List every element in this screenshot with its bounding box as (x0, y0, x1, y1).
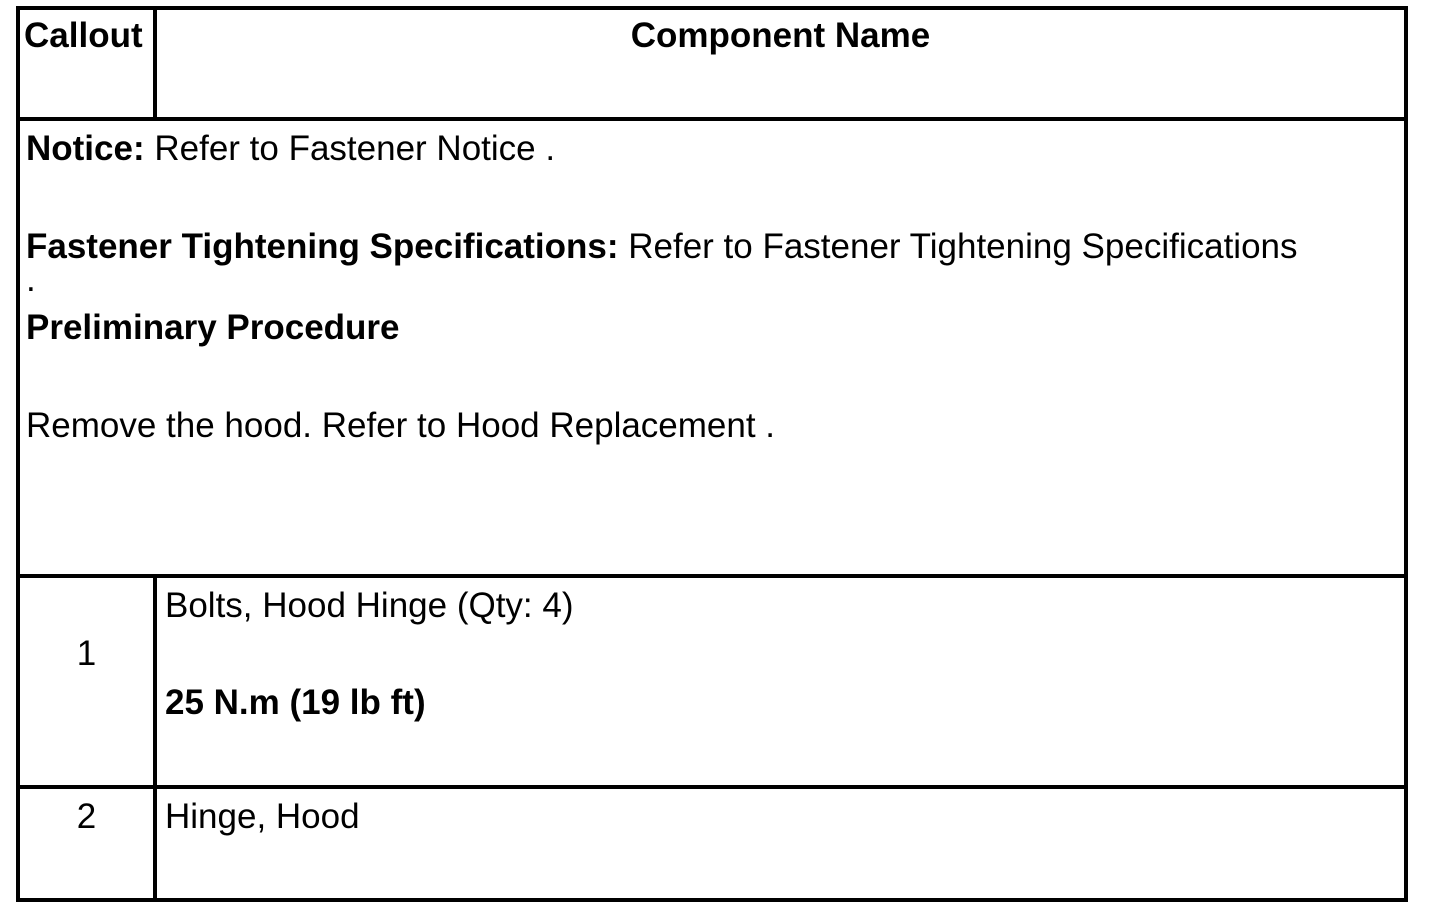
preliminary-procedure-text: Remove the hood. Refer to Hood Replacement . (26, 405, 776, 445)
fastener-spec-text: Refer to Fastener Tightening Specifications (618, 227, 1298, 267)
component-name-column-header: Component Name (155, 8, 1406, 119)
component-table (16, 6, 1408, 902)
notice-cell (18, 119, 1406, 576)
notice-row (18, 119, 1406, 576)
component-name: Hinge, Hood (165, 796, 360, 836)
notice-paragraph (26, 129, 1400, 169)
callout-column-header: Callout (18, 8, 155, 119)
torque-spec: 25 N.m (19 lb ft) (165, 682, 426, 722)
table-header-row (18, 8, 1406, 119)
fastener-spec-trailing-dot: . (26, 259, 36, 299)
fastener-spec-label: Fastener Tightening Specifications: (26, 227, 619, 267)
callout-number: 1 (18, 576, 155, 786)
preliminary-procedure-heading: Preliminary Procedure (26, 307, 400, 347)
table-row (18, 787, 1406, 900)
fastener-spec-paragraph (26, 227, 1400, 299)
table-row (18, 576, 1406, 786)
component-cell (155, 576, 1406, 786)
component-cell (155, 787, 1406, 900)
notice-label: Notice: (26, 129, 145, 169)
callout-number: 2 (18, 787, 155, 900)
component-name: Bolts, Hood Hinge (Qty: 4) (165, 586, 574, 626)
notice-text: Refer to Fastener Notice . (144, 129, 556, 169)
